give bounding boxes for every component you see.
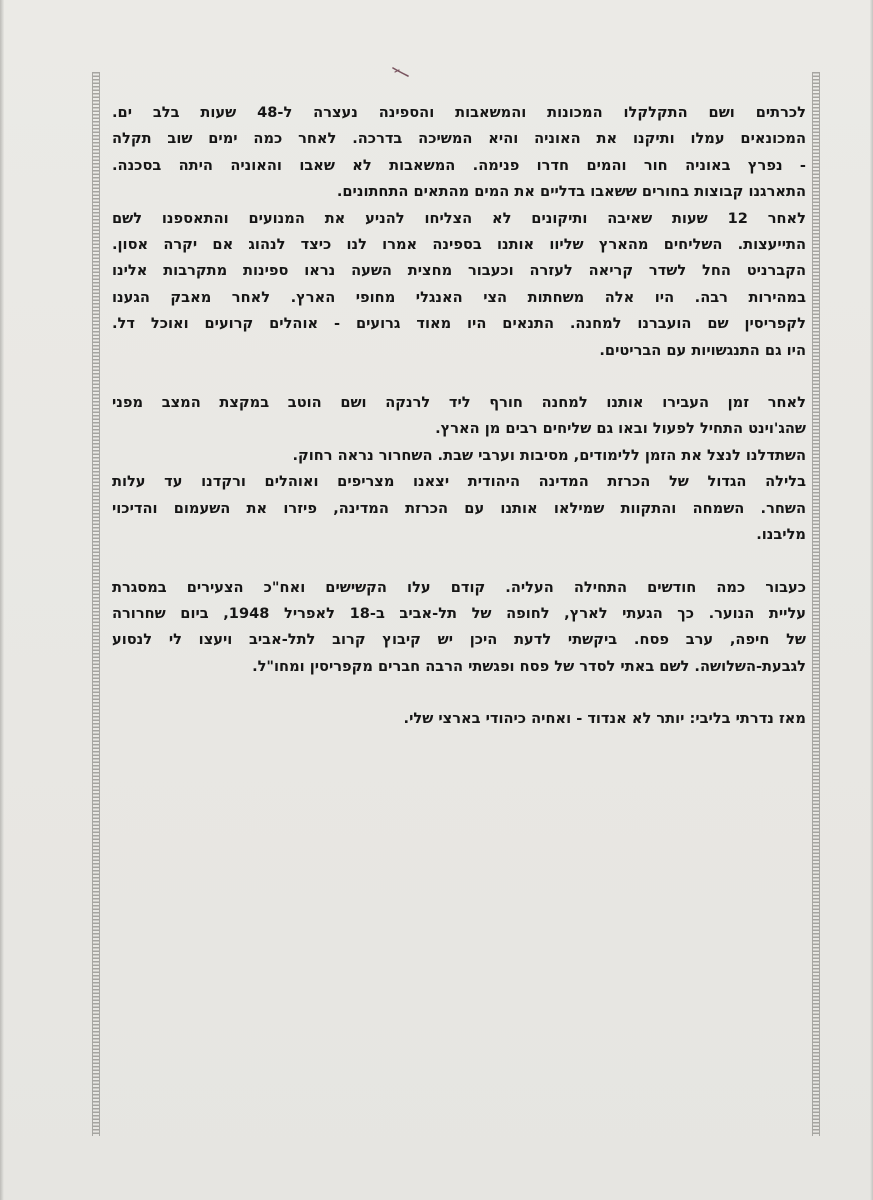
paragraph-4 [112, 706, 806, 732]
text-line: השחר. השמחה והתקוות שמילאו אותנו עם הכרזת המדינה, פיזרו את השעמום והדיכוי [112, 499, 806, 517]
text-line: התייעצות. השליחים מהארץ שליוו אותנו בספינה אמרו לנו כיצד לנהוג אם יקרה אסון. [112, 236, 806, 254]
text-line: לקפריסין שם הועברנו למחנה. התנאים היו מאוד גרועים - אוהלים קרועים ואוכל דל. [112, 315, 806, 333]
text-line: - נפרץ באוניה חור והמים חדרו פנימה. המשאבות לא שאבו והאוניה היתה בסכנה. [112, 156, 806, 174]
scan-edge-left [0, 0, 4, 1200]
text-line: התארגנו קבוצות בחורים ששאבו בדליים את המים מהתאים התחתונים. [336, 183, 806, 201]
text-line: עליית הנוער. כך הגעתי לארץ, לחופה של תל-אביב ב-18 לאפריל 1948, ביום שחרורה [112, 604, 806, 622]
text-line: לאחר זמן העבירו אותנו למחנה חורף ליד לרנקה ושם הוטב במקצת המצב מפני [112, 394, 806, 412]
text-line: כעבור כמה חודשים התחילה העליה. קודם עלו הקשישים ואח"כ הצעירים במסגרת [112, 578, 806, 596]
text-line: של חיפה, ערב פסח. ביקשתי לדעת היכן יש קיבוץ קרוב לתל-אביב ויעצו לי לנסוע [112, 631, 806, 649]
decorative-border-right [812, 72, 820, 1136]
text-line: לכרתים ושם התקלקלו המכונות והמשאבות והספינה נעצרה ל-48 שעות בלב ים. [112, 104, 806, 121]
text-line: המכונאים עמלו ותיקנו את האוניה והיא המשיכה בדרכה. לאחר כמה ימים שוב תקלה [112, 130, 806, 148]
pen-mark-icon [392, 66, 410, 78]
text-line: הקברניט החל לשדר קריאה לעזרה וכעבור מחצית השעה נראו ספינות מתקרבות אלינו [112, 262, 806, 280]
text-line: בלילה הגדול של הכרזת המדינה היהודית יצאנו מצריפים ואוהלים ורקדנו עד עלות [112, 473, 806, 491]
text-line: במהירות רבה. היו אלה משחתות הצי האנגלי מחופי הארץ. לאחר מאבק הגענו [112, 288, 806, 306]
text-line: שהג'וינט התחיל לפעול ובאו גם שליחים רבים מן הארץ. [435, 420, 806, 438]
text-line: מאז נדרתי בליבי: יותר לא אנדוד - ואחיה כיהודי בארצי שלי. [403, 710, 806, 728]
paragraph-2 [112, 390, 806, 548]
text-line: השתדלנו לנצל את הזמן ללימודים, מסיבות וערבי שבת. השחרור נראה רחוק. [292, 446, 806, 464]
paragraph-1 [112, 100, 806, 364]
text-line: לאחר 12 שעות שאיבה ותיקונים לא הצליחו להניע את המנועים והתאספנו לשם [112, 209, 806, 227]
text-line: לגבעת-השלושה. לשם באתי לסדר של פסח ופגשתי הרבה חברים מקפריסין ומחו"ל. [252, 657, 806, 675]
hebrew-text-body [112, 100, 806, 759]
decorative-border-left [92, 72, 100, 1136]
text-line: היו גם התנגשויות עם הבריטים. [599, 341, 806, 359]
paragraph-3 [112, 575, 806, 681]
text-line: מליבנו. [756, 526, 806, 544]
